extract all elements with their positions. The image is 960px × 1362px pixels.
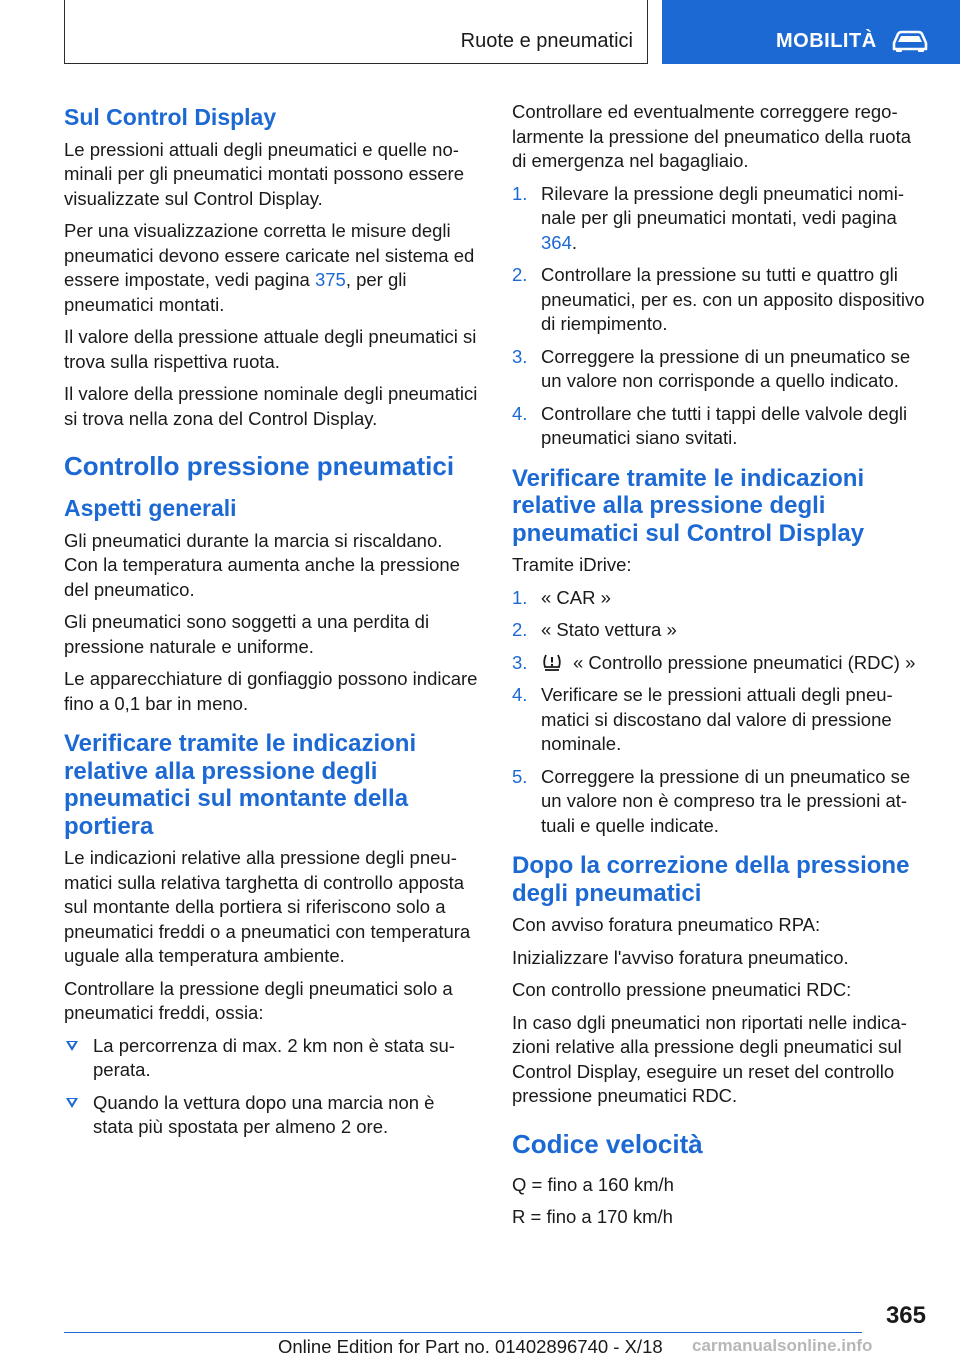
footer-divider (64, 1332, 862, 1333)
heading-montante-portiera: Verificare tramite le indicazioni relative alla pressione degli pneumatici sul montante della portiera (64, 730, 417, 840)
watermark: carmanualsonline.info (692, 1336, 873, 1355)
paragraph: Le apparecchiature di gonfiaggio possono indicare fino a 0,1 bar in meno. (64, 668, 478, 714)
list-item-text: La percorrenza di max. 2 km non è stata superata. (93, 1034, 455, 1080)
paragraph: Con avviso foratura pneumatico RPA: (512, 914, 821, 935)
left-column (64, 100, 478, 1148)
list-item (512, 345, 926, 394)
header-section-box (64, 0, 648, 64)
paragraph: In caso dgli pneumatici non riportati nelle indicazioni relative alla pressione degli pneumatici sul Control Display, eseguire un reset del controllo pressione pneumatici RDC. (512, 1011, 907, 1106)
list-item-text: Correggere la pressione di un pneumatico se un valore non è compreso tra le pressioni attuali e quelle indicate. (541, 765, 911, 836)
bullet-list (64, 1034, 478, 1140)
page-link-375[interactable]: 375 (314, 269, 346, 290)
paragraph: Le indicazioni relative alla pressione degli pneumatici sulla relativa targhetta di controllo apposta sul montante della portiera si riferiscono solo a pneumatici freddi o a pneumatici con temperatura uguale alla temperatura ambiente. (64, 847, 471, 966)
list-item-text: Controllare la pressione su tutti e quattro gli pneumatici, per es. con un apposito dispositivo di riempimento. (541, 264, 925, 334)
steps-list (512, 586, 926, 839)
text: Rilevare la pressione degli pneumatici nominale per gli pneumatici montati, vedi pagina (541, 182, 904, 228)
list-item (512, 586, 926, 611)
paragraph: Controllare ed eventualmente correggere regolarmente la pressione del pneumatico della ruota di emergenza nel bagagliaio. (512, 101, 912, 171)
tire-pressure-icon (541, 652, 563, 672)
step-number: 2. (512, 264, 528, 285)
speed-code-r: R = fino a 170 km/h (512, 1206, 673, 1227)
section-title: Ruote e pneumatici (460, 30, 633, 52)
list-item (512, 182, 926, 256)
list-item-text: « Controllo pressione pneumatici (RDC) » (573, 651, 916, 673)
paragraph (64, 219, 478, 317)
list-item-text: « CAR » (541, 586, 611, 608)
chapter-tab (662, 0, 960, 64)
list-item-text: Quando la vettura dopo una marcia non è stata più spostata per almeno 2 ore. (93, 1091, 435, 1137)
text: . (571, 231, 578, 253)
heading-codice-velocita: Codice velocità (512, 1128, 703, 1159)
paragraph: Controllare la pressione degli pneumatici solo a pneumatici freddi, ossia: (64, 977, 453, 1023)
speed-code-q: Q = fino a 160 km/h (512, 1173, 674, 1195)
edition-text: Online Edition for Part no. 01402896740 - X/18 (278, 1336, 663, 1357)
list-item (512, 683, 926, 757)
paragraph: Gli pneumatici durante la marcia si riscaldano. Con la temperatura aumenta anche la pressione del pneumatico. (64, 529, 460, 600)
step-number: 1. (512, 586, 528, 608)
list-item (512, 618, 926, 643)
triangle-bullet-icon (66, 1041, 78, 1051)
list-item-text: « Stato vettura » (541, 619, 677, 640)
heading-control-display-check: Verificare tramite le indicazioni relative alla pressione degli pneumatici sul Control Display (512, 464, 865, 547)
step-number: 5. (512, 765, 528, 787)
list-item (64, 1034, 478, 1083)
heading-aspetti-generali: Aspetti generali (64, 495, 237, 521)
paragraph: Con controllo pressione pneumatici RDC: (512, 979, 852, 1000)
list-item (512, 402, 926, 451)
triangle-bullet-icon (66, 1098, 78, 1108)
list-item-text: Verificare se le pressioni attuali degli pneumatici si discostano dal valore di pressione nominale. (541, 684, 893, 754)
paragraph: Inizializzare l'avviso foratura pneumatico. (512, 946, 849, 968)
car-icon (890, 27, 930, 53)
heading-dopo-correzione: Dopo la correzione della pressione degli pneumatici (512, 852, 910, 907)
steps-list (512, 182, 926, 451)
step-number: 4. (512, 402, 528, 424)
step-number: 2. (512, 619, 528, 640)
list-item (512, 263, 926, 337)
list-item (512, 765, 926, 839)
step-number: 4. (512, 684, 528, 705)
paragraph: Il valore della pressione attuale degli pneumatici si trova sulla rispettiva ruota. (64, 326, 477, 372)
step-number: 3. (512, 345, 528, 367)
list-item (512, 651, 926, 676)
heading-control-display: Sul Control Display (64, 104, 277, 130)
list-item (64, 1091, 478, 1140)
page-number: 365 (885, 1302, 926, 1329)
text: , per gli pneumatici montati. (64, 269, 407, 315)
page-link-364[interactable]: 364 (541, 231, 572, 253)
step-number: 1. (512, 182, 528, 204)
list-item-text: Correggere la pressione di un pneumatico se un valore non corrisponde a quello indicato. (541, 345, 911, 391)
paragraph: Gli pneumatici sono soggetti a una perdita di pressione naturale e uniforme. (64, 611, 430, 657)
step-number: 3. (512, 651, 528, 673)
text: Per una visualizzazione corretta le misure degli pneumatici devono essere caricate nel sistema ed essere impostate, vedi pagina (64, 220, 475, 290)
list-item-text: Controllare che tutti i tappi delle valvole degli pneumatici siano svitati. (541, 402, 908, 448)
chapter-tab-label: MOBILITÀ (776, 30, 877, 52)
paragraph: Il valore della pressione nominale degli pneumatici si trova nella zona del Control Display. (64, 383, 478, 429)
paragraph: Tramite iDrive: (512, 554, 632, 575)
paragraph: Le pressioni attuali degli pneumatici e quelle nominali per gli pneumatici montati possono essere visualizzate sul Control Display. (64, 138, 465, 209)
right-column (512, 100, 926, 1238)
heading-controllo-pressione: Controllo pressione pneumatici (64, 451, 455, 481)
